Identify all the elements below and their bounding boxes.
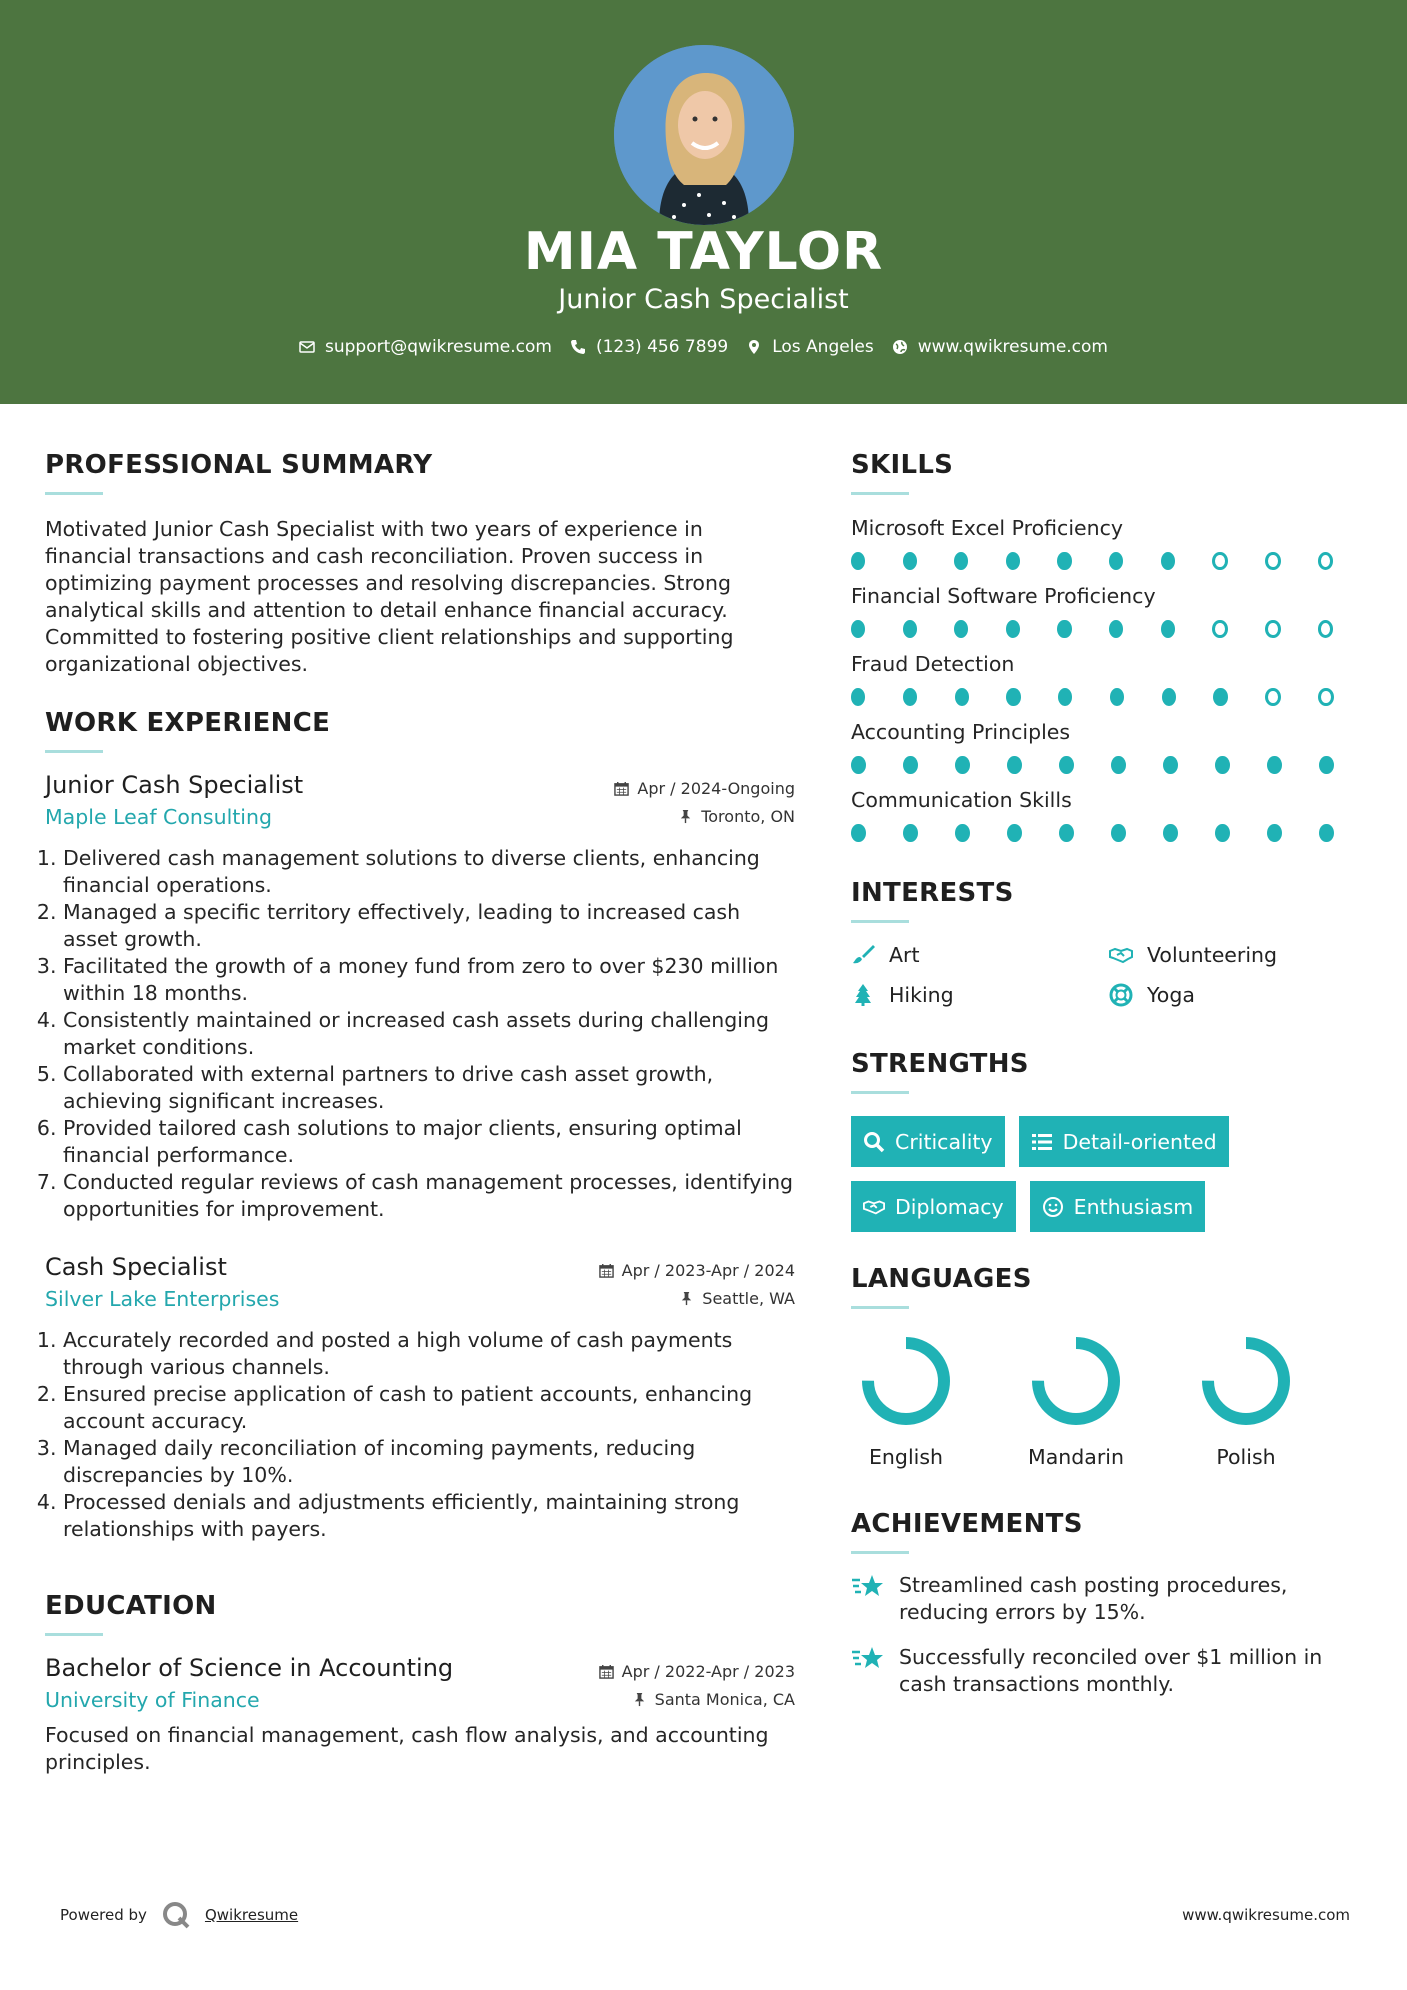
education-dates-text: Apr / 2022-Apr / 2023 bbox=[621, 1662, 795, 1681]
handshake-icon bbox=[1109, 943, 1133, 967]
interests-heading: INTERESTS bbox=[851, 878, 1014, 908]
languages-heading: LANGUAGES bbox=[851, 1264, 1032, 1294]
language-progress-ring bbox=[1198, 1333, 1294, 1429]
progress-arc bbox=[1208, 1343, 1284, 1419]
paintbrush-icon bbox=[851, 943, 875, 967]
languages-list bbox=[851, 1333, 1371, 1469]
resume-header bbox=[0, 0, 1407, 404]
job-location-text: Toronto, ON bbox=[701, 807, 795, 826]
rating-dot-filled bbox=[1163, 824, 1178, 842]
skill-name: Microsoft Excel Proficiency bbox=[851, 516, 1124, 540]
strengths-chips bbox=[851, 1116, 1371, 1232]
achievement-text: Streamlined cash posting procedures, reducing errors by 15%. bbox=[899, 1573, 1288, 1624]
strength-label: Diplomacy bbox=[895, 1194, 1004, 1219]
rating-dot-filled bbox=[851, 552, 865, 570]
rating-dot-empty bbox=[1265, 620, 1280, 638]
skill-rating bbox=[851, 620, 1371, 638]
summary-section bbox=[45, 450, 795, 678]
rating-dot-empty bbox=[1318, 552, 1333, 570]
list-item: 2. Ensured precise application of cash to patient accounts, enhancing account accuracy. bbox=[63, 1381, 795, 1435]
education-description: Focused on financial management, cash flow analysis, and accounting principles. bbox=[45, 1723, 769, 1774]
language-progress-ring bbox=[858, 1333, 954, 1429]
rating-dot-filled bbox=[1057, 620, 1071, 638]
education-location-text: Santa Monica, CA bbox=[654, 1690, 795, 1709]
list-item: 3. Facilitated the growth of a money fund from zero to over $230 million within 18 months. bbox=[63, 953, 795, 1007]
education-heading: EDUCATION bbox=[45, 1591, 217, 1621]
profile-photo bbox=[614, 45, 794, 225]
contact-location bbox=[746, 337, 874, 357]
interest-label: Hiking bbox=[889, 983, 954, 1007]
rating-dot-filled bbox=[1111, 824, 1126, 842]
company-name: Maple Leaf Consulting bbox=[45, 805, 273, 829]
rating-dot-filled bbox=[1006, 620, 1020, 638]
rating-dot-filled bbox=[954, 620, 968, 638]
language-progress-ring bbox=[1028, 1333, 1124, 1429]
section-underline bbox=[851, 1091, 909, 1094]
section-underline bbox=[45, 1633, 103, 1636]
powered-by bbox=[60, 1900, 298, 1930]
rating-dot-empty bbox=[1265, 688, 1281, 706]
languages-section bbox=[851, 1264, 1371, 1469]
rating-dot-filled bbox=[1267, 824, 1282, 842]
rating-dot-filled bbox=[1111, 756, 1126, 774]
section-underline bbox=[851, 920, 909, 923]
achievements-section bbox=[851, 1509, 1371, 1698]
section-underline bbox=[851, 1551, 909, 1554]
rating-dot-filled bbox=[903, 620, 917, 638]
map-pin-icon bbox=[746, 339, 762, 355]
powered-by-text: Powered by bbox=[60, 1906, 147, 1924]
globe-icon bbox=[892, 339, 908, 355]
strength-chip bbox=[851, 1116, 1005, 1167]
rating-dot-empty bbox=[1318, 688, 1334, 706]
list-item: 4. Processed denials and adjustments efficiently, maintaining strong relationships with payers. bbox=[63, 1489, 795, 1543]
rating-dot-filled bbox=[903, 688, 917, 706]
rating-dot-filled bbox=[1319, 756, 1334, 774]
strength-chip bbox=[1030, 1181, 1206, 1232]
skills-heading: SKILLS bbox=[851, 450, 954, 480]
shooting-star-icon bbox=[851, 1572, 885, 1602]
skill-rating bbox=[851, 552, 1371, 570]
skill-rating bbox=[851, 756, 1371, 774]
summary-text: Motivated Junior Cash Specialist with two years of experience in financial transactions and cash reconciliation. Proven success in optimizing payment processes and resolving discrepancies. Strong analytical skills and attention to detail enhance financial accuracy. Committed to fostering positive client relationships and supporting organizational objectives. bbox=[45, 517, 734, 676]
language-name: English bbox=[868, 1445, 944, 1469]
education-dates bbox=[599, 1662, 795, 1681]
strength-label: Detail-oriented bbox=[1062, 1129, 1217, 1154]
rating-dot-empty bbox=[1212, 552, 1227, 570]
rating-dot-filled bbox=[1110, 688, 1124, 706]
achievements-heading: ACHIEVEMENTS bbox=[851, 1509, 1083, 1539]
footer-url[interactable]: www.qwikresume.com bbox=[1182, 1906, 1350, 1924]
rating-dot-filled bbox=[903, 756, 918, 774]
email-text: support@qwikresume.com bbox=[325, 337, 552, 357]
progress-arc bbox=[868, 1343, 944, 1419]
skills-section bbox=[851, 450, 1371, 842]
progress-arc bbox=[1038, 1343, 1114, 1419]
rating-dot-filled bbox=[1161, 620, 1175, 638]
language-item bbox=[851, 1333, 961, 1469]
pushpin-icon bbox=[678, 809, 693, 824]
rating-dot-filled bbox=[1006, 688, 1020, 706]
skill-name: Accounting Principles bbox=[851, 720, 1071, 744]
pushpin-icon bbox=[632, 1692, 647, 1707]
job-title: Cash Specialist bbox=[45, 1253, 227, 1281]
rating-dot-filled bbox=[1267, 756, 1282, 774]
rating-dot-filled bbox=[1059, 756, 1074, 774]
rating-dot-filled bbox=[1162, 688, 1176, 706]
list-item: 1. Accurately recorded and posted a high volume of cash payments through various channels. bbox=[63, 1327, 795, 1381]
candidate-title: Junior Cash Specialist bbox=[558, 284, 849, 315]
rating-dot-filled bbox=[851, 756, 866, 774]
job-dates-text: Apr / 2023-Apr / 2024 bbox=[621, 1261, 795, 1280]
interest-item bbox=[851, 983, 1109, 1007]
calendar-icon bbox=[599, 1664, 614, 1679]
interest-label: Yoga bbox=[1147, 983, 1195, 1007]
job-location-text: Seattle, WA bbox=[702, 1289, 795, 1308]
rating-dot-filled bbox=[1109, 620, 1123, 638]
job-duties-list bbox=[45, 1327, 795, 1543]
interests-grid bbox=[851, 943, 1371, 1007]
rating-dot-filled bbox=[1163, 756, 1178, 774]
rating-dot-filled bbox=[955, 688, 969, 706]
rating-dot-empty bbox=[1265, 552, 1280, 570]
rating-dot-filled bbox=[1057, 552, 1071, 570]
language-name: Mandarin bbox=[1028, 1445, 1124, 1469]
interest-item bbox=[1109, 943, 1359, 967]
left-column bbox=[45, 450, 795, 1776]
right-column bbox=[851, 450, 1371, 1698]
qwikresume-logo-icon bbox=[161, 1900, 191, 1930]
phone-text: (123) 456 7899 bbox=[595, 337, 729, 357]
website-text: www.qwikresume.com bbox=[917, 337, 1108, 357]
list-item: 3. Managed daily reconciliation of incoming payments, reducing discrepancies by 10%. bbox=[63, 1435, 795, 1489]
rating-dot-filled bbox=[1215, 824, 1230, 842]
contact-email[interactable] bbox=[299, 337, 552, 357]
search-icon bbox=[863, 1131, 885, 1153]
experience-heading: WORK EXPERIENCE bbox=[45, 708, 331, 738]
education-location bbox=[632, 1690, 795, 1709]
interests-section bbox=[851, 878, 1371, 1007]
job-dates bbox=[599, 1261, 795, 1280]
rating-dot-filled bbox=[1059, 824, 1074, 842]
education-section bbox=[45, 1591, 795, 1776]
tree-icon bbox=[851, 983, 875, 1007]
rating-dot-filled bbox=[1213, 688, 1227, 706]
rating-dot-filled bbox=[955, 756, 970, 774]
interest-label: Volunteering bbox=[1147, 943, 1278, 967]
job-dates-text: Apr / 2024-Ongoing bbox=[637, 779, 795, 798]
language-item bbox=[1191, 1333, 1301, 1469]
list-item: 6. Provided tailored cash solutions to major clients, ensuring optimal financial performance. bbox=[63, 1115, 795, 1169]
interest-label: Art bbox=[889, 943, 920, 967]
summary-heading: PROFESSIONAL SUMMARY bbox=[45, 450, 433, 480]
section-underline bbox=[851, 492, 909, 495]
phone-icon bbox=[570, 339, 586, 355]
rating-dot-filled bbox=[851, 688, 865, 706]
skill-name: Financial Software Proficiency bbox=[851, 584, 1156, 608]
avatar bbox=[614, 45, 794, 225]
rating-dot-filled bbox=[1109, 552, 1123, 570]
contact-website[interactable] bbox=[892, 337, 1108, 357]
rating-dot-filled bbox=[1215, 756, 1230, 774]
company-name: Silver Lake Enterprises bbox=[45, 1287, 280, 1311]
rating-dot-filled bbox=[954, 552, 968, 570]
list-item: 4. Consistently maintained or increased cash assets during challenging market conditions. bbox=[63, 1007, 795, 1061]
brand-link[interactable]: Qwikresume bbox=[204, 1906, 299, 1924]
location-text: Los Angeles bbox=[772, 337, 874, 357]
strengths-heading: STRENGTHS bbox=[851, 1049, 1029, 1079]
rating-dot-empty bbox=[1318, 620, 1333, 638]
rating-dot-filled bbox=[903, 552, 917, 570]
strength-label: Enthusiasm bbox=[1073, 1194, 1194, 1219]
job-title: Junior Cash Specialist bbox=[45, 771, 304, 799]
list-item: 1. Delivered cash management solutions to diverse clients, enhancing financial operations. bbox=[63, 845, 795, 899]
shooting-star-icon bbox=[851, 1644, 885, 1674]
page-footer bbox=[60, 1900, 1350, 1930]
strength-label: Criticality bbox=[895, 1129, 993, 1154]
language-name: Polish bbox=[1216, 1445, 1276, 1469]
rating-dot-filled bbox=[851, 824, 866, 842]
contact-bar bbox=[0, 337, 1407, 357]
rating-dot-filled bbox=[1058, 688, 1072, 706]
smile-icon bbox=[1042, 1196, 1064, 1218]
rating-dot-empty bbox=[1212, 620, 1227, 638]
strength-chip bbox=[1019, 1116, 1229, 1167]
school-name: University of Finance bbox=[45, 1688, 260, 1712]
candidate-name: MIA TAYLOR bbox=[523, 222, 884, 282]
calendar-icon bbox=[599, 1263, 614, 1278]
rating-dot-filled bbox=[1319, 824, 1334, 842]
rating-dot-filled bbox=[955, 824, 970, 842]
lifebuoy-icon bbox=[1109, 983, 1133, 1007]
job-entry bbox=[45, 1253, 795, 1543]
achievement-text: Successfully reconciled over $1 million in cash transactions monthly. bbox=[899, 1645, 1323, 1696]
rating-dot-filled bbox=[1007, 824, 1022, 842]
handshake-icon bbox=[863, 1196, 885, 1218]
job-dates bbox=[614, 779, 795, 798]
job-entry bbox=[45, 771, 795, 1223]
skill-name: Fraud Detection bbox=[851, 652, 1015, 676]
strength-chip bbox=[851, 1181, 1016, 1232]
envelope-icon bbox=[299, 339, 315, 355]
list-icon bbox=[1031, 1131, 1053, 1153]
job-location bbox=[679, 1289, 795, 1308]
section-underline bbox=[851, 1306, 909, 1309]
section-underline bbox=[45, 492, 103, 495]
skills-list bbox=[851, 516, 1371, 842]
rating-dot-filled bbox=[851, 620, 865, 638]
rating-dot-filled bbox=[903, 824, 918, 842]
interest-item bbox=[1109, 983, 1359, 1007]
list-item: 2. Managed a specific territory effectively, leading to increased cash asset growth. bbox=[63, 899, 795, 953]
skill-rating bbox=[851, 824, 1371, 842]
strengths-section bbox=[851, 1049, 1371, 1232]
skill-name: Communication Skills bbox=[851, 788, 1072, 812]
experience-section bbox=[45, 708, 795, 1543]
achievement-item bbox=[851, 1644, 1371, 1698]
interest-item bbox=[851, 943, 1109, 967]
achievement-item bbox=[851, 1572, 1371, 1626]
rating-dot-filled bbox=[1007, 756, 1022, 774]
list-item: 5. Collaborated with external partners to drive cash asset growth, achieving significant increases. bbox=[63, 1061, 795, 1115]
job-duties-list bbox=[45, 845, 795, 1223]
contact-phone[interactable] bbox=[570, 337, 728, 357]
degree-title: Bachelor of Science in Accounting bbox=[45, 1654, 454, 1682]
rating-dot-filled bbox=[1006, 552, 1020, 570]
list-item: 7. Conducted regular reviews of cash management processes, identifying opportunities for improvement. bbox=[63, 1169, 795, 1223]
language-item bbox=[1021, 1333, 1131, 1469]
pushpin-icon bbox=[679, 1291, 694, 1306]
skill-rating bbox=[851, 688, 1371, 706]
calendar-icon bbox=[614, 781, 629, 796]
section-underline bbox=[45, 750, 103, 753]
rating-dot-filled bbox=[1161, 552, 1175, 570]
job-location bbox=[678, 807, 795, 826]
